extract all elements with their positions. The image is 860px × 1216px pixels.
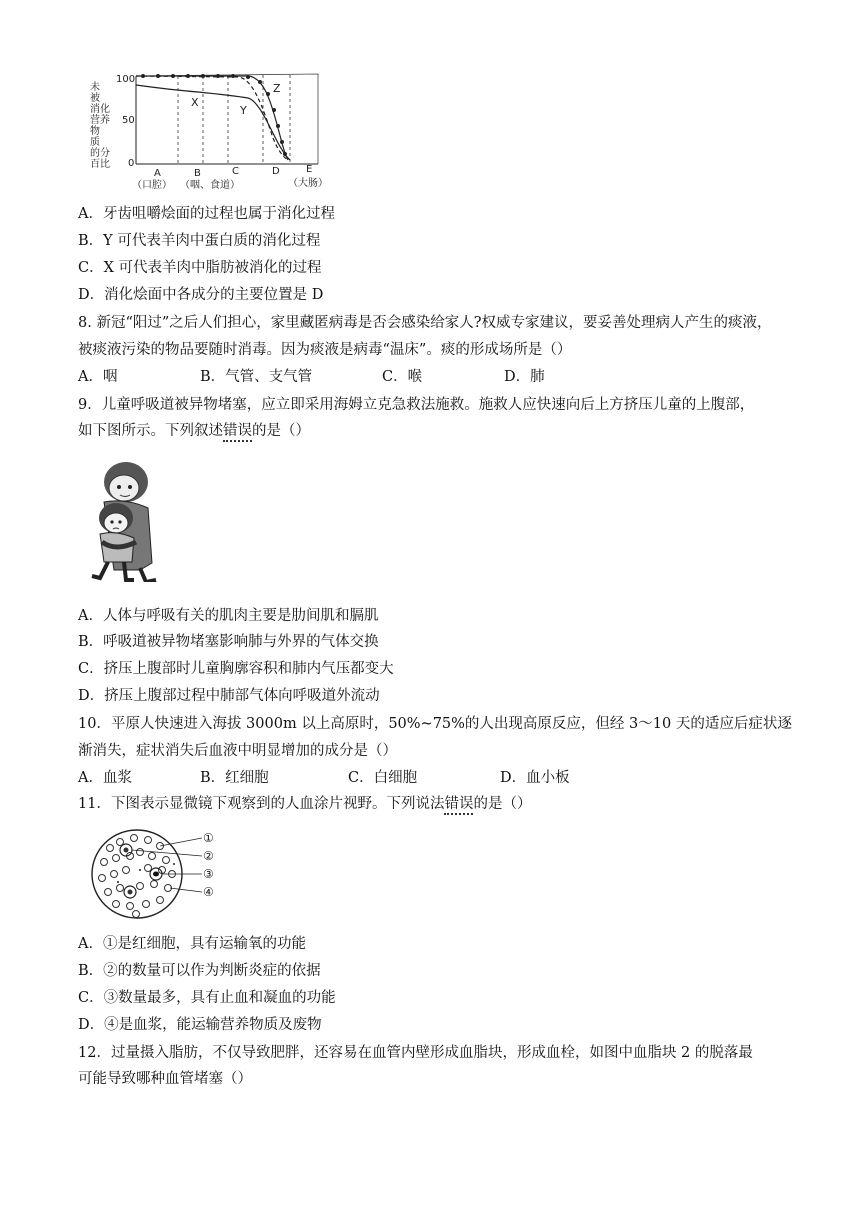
q9-stem-text: 如下图所示。下列叙述 xyxy=(78,423,223,439)
q10-stem-line1: 10．平原人快速进入海拔 3000m 以上高原时，50%~75%的人出现高原反应，但经 3～10 天的适应后症状逐 xyxy=(78,716,792,732)
q9-stem-text: 的是（） xyxy=(252,423,310,439)
q11-stem-line1 xyxy=(78,794,531,814)
region-label: （口腔） xyxy=(132,180,172,191)
q9-stem-line2 xyxy=(78,421,310,441)
q10-option-d: D．血小板 xyxy=(500,770,570,786)
curve-label-z: Z xyxy=(273,82,281,95)
q7-option-d: D．消化烩面中各成分的主要位置是 D xyxy=(78,287,324,303)
q9-option-c: C．挤压上腹部时儿童胸廓容积和肺内气压都变大 xyxy=(78,661,394,677)
curve-label-x: X xyxy=(191,96,199,109)
q10-option-b: B．红细胞 xyxy=(200,770,269,786)
q9-option-d: D．挤压上腹部过程中肺部气体向呼吸道外流动 xyxy=(78,688,380,704)
q10-stem-line2: 渐消失，症状消失后血液中明显增加的成分是（） xyxy=(78,743,397,759)
region-letter: A xyxy=(154,168,161,179)
region-letter: B xyxy=(194,168,201,179)
region-letter: D xyxy=(272,166,280,177)
q11-stem-text: 11．下图表示显微镜下观察到的人血涂片视野。下列说法 xyxy=(78,796,445,812)
y-title-char: 的 xyxy=(90,148,100,159)
q9-option-b: B．呼吸道被异物堵塞影响肺与外界的气体交换 xyxy=(78,634,379,650)
region-label: （大肠） xyxy=(288,178,328,189)
q12-stem-line2: 可能导致哪种血管堵塞（） xyxy=(78,1071,252,1087)
region-letter: C xyxy=(232,166,239,177)
blood-smear-figure xyxy=(90,826,225,922)
y-title-char: 质 xyxy=(90,137,100,148)
q8-option-c: C．喉 xyxy=(382,369,423,385)
q8-options xyxy=(78,367,545,387)
q11-emphasis: 错误 xyxy=(444,796,473,815)
q7-option-c: C．X 可代表羊肉中脂肪被消化的过程 xyxy=(78,260,322,276)
q11-option-d: D．④是血浆，能运输营养物质及废物 xyxy=(78,1017,322,1033)
y-tick: 100 xyxy=(116,74,136,85)
heimlich-illustration xyxy=(86,458,170,582)
q12-stem-line1: 12．过量摄入脂肪，不仅导致肥胖，还容易在血管内壁形成血脂块，形成血栓，如图中血脂块 2 的脱落最 xyxy=(78,1045,753,1061)
y-title-char: 养 xyxy=(100,115,110,126)
q10-option-a: A．血浆 xyxy=(78,770,132,786)
y-title-char: 化 xyxy=(100,104,110,115)
y-title-char: 消 xyxy=(90,104,100,115)
y-title-char: 营 xyxy=(90,115,100,126)
q8-option-b: B．气管、支气管 xyxy=(200,369,313,385)
q7-option-a: A．牙齿咀嚼烩面的过程也属于消化过程 xyxy=(78,206,335,222)
smear-label-1: ① xyxy=(203,831,214,845)
y-title-char: 百 xyxy=(90,159,100,170)
q11-stem-text: 的是（） xyxy=(473,796,532,812)
y-title-char: 被 xyxy=(90,93,100,104)
q10-options xyxy=(78,768,570,788)
q7-option-b: B．Y 可代表羊肉中蛋白质的消化过程 xyxy=(78,233,321,249)
smear-label-3: ③ xyxy=(203,867,214,881)
q8-option-a: A．咽 xyxy=(78,369,118,385)
y-title-char: 分 xyxy=(100,148,110,159)
q10-option-c: C．白细胞 xyxy=(348,770,418,786)
q9-stem-line1: 9．儿童呼吸道被异物堵塞，应立即采用海姆立克急救法施救。施救人应快速向后上方挤压儿童的上腹部， xyxy=(78,397,755,413)
y-title-char: 物 xyxy=(90,126,100,137)
curve-label-y: Y xyxy=(240,104,247,117)
smear-label-2: ② xyxy=(203,849,214,863)
q9-option-a: A．人体与呼吸有关的肌肉主要是肋间肌和膈肌 xyxy=(78,608,379,624)
smear-label-4: ④ xyxy=(203,885,214,899)
q8-option-d: D．肺 xyxy=(504,369,545,385)
y-title-char: 未 xyxy=(90,82,100,93)
q11-option-a: A．①是红细胞，具有运输氧的功能 xyxy=(78,936,306,952)
region-letter: E xyxy=(306,164,313,175)
y-tick: 50 xyxy=(122,115,135,126)
q11-option-b: B．②的数量可以作为判断炎症的依据 xyxy=(78,963,321,979)
q8-stem-line2: 被痰液污染的物品要随时消毒。因为痰液是病毒“温床”。痰的形成场所是（） xyxy=(78,342,572,358)
digestion-graph xyxy=(88,68,328,192)
y-title-char: 比 xyxy=(100,159,110,170)
region-label: （咽、食道） xyxy=(180,180,240,191)
y-tick: 0 xyxy=(128,158,135,169)
q11-option-c: C．③数量最多，具有止血和凝血的功能 xyxy=(78,990,336,1006)
q8-stem-line1: 8. 新冠“阳过”之后人们担心，家里藏匿病毒是否会感染给家人?权威专家建议，要妥善处理病人产生的痰液， xyxy=(78,315,772,331)
q9-emphasis: 错误 xyxy=(223,423,252,442)
